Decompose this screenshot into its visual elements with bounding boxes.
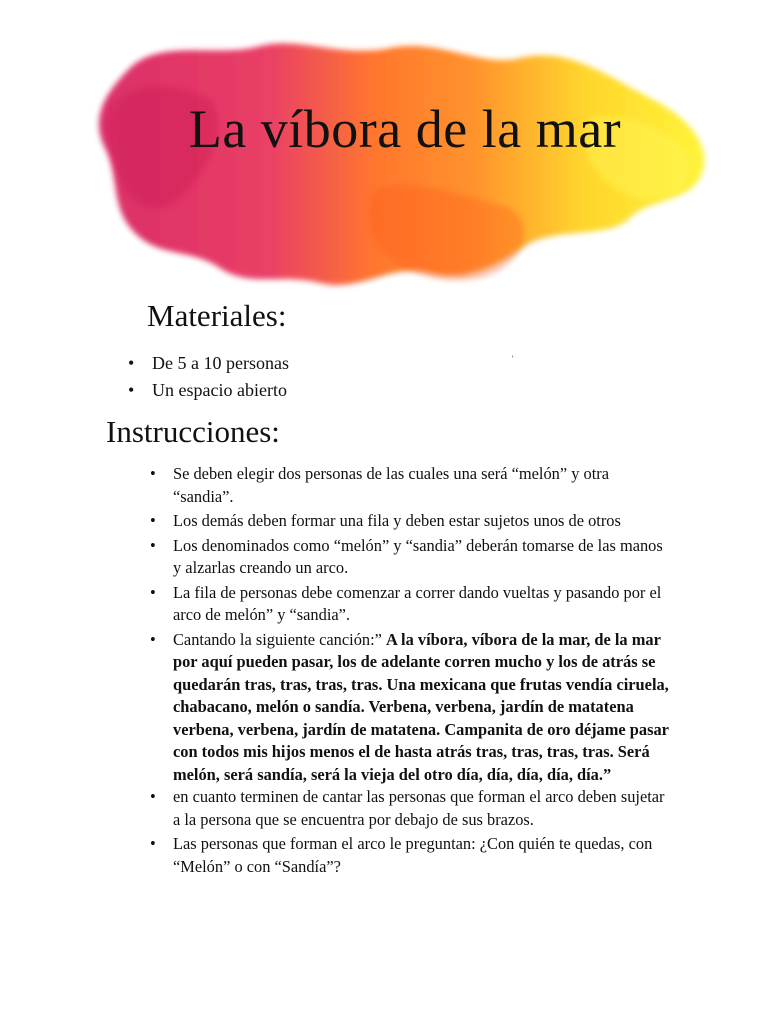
list-item-song [150, 629, 670, 787]
watercolor-splash-image [90, 28, 720, 318]
song-intro: Cantando la siguiente canción:” [173, 629, 387, 649]
list-item: • La fila de personas debe comenzar a correr dando vueltas y pasando por el arco de melón” y “sandia”. [150, 582, 670, 627]
stray-mark: ʼ [511, 354, 514, 364]
page-title: La víbora de la mar [188, 99, 622, 159]
list-item: • Los demás deben formar una fila y deben estar sujetos unos de otros [150, 510, 670, 533]
list-item: • De 5 a 10 personas [128, 350, 289, 377]
list-item: • Los denominados como “melón” y “sandia” deberán tomarse de las manos y alzarlas creando un arco. [150, 535, 670, 580]
materiales-heading: Materiales: [147, 298, 287, 333]
list-item: • Un espacio abierto [128, 377, 289, 404]
watercolor-banner [90, 28, 720, 318]
song-lyrics: A la víbora, víbora de la mar, de la mar por aquí pueden pasar, los de adelante corren mucho y los de atrás se quedarán tras, tras, tras, tras. Una mexicana que frutas vendía ciruela, chabacano, melón o sandía. Verbena, verbena, jardín de matatena verbena, verbena, jardín de matatena. Campanita de oro déjame pasar con todos mis hijos menos el de hasta atrás tras, tras, tras, tras. Será melón, será sandía, será la vieja del otro día, día, día, día, día.” [173, 629, 669, 784]
instrucciones-list [150, 463, 670, 878]
list-item: • en cuanto terminen de cantar las personas que forman el arco deben sujetar a la persona que se encuentra por debajo de sus brazos. [150, 786, 670, 831]
list-item: • Se deben elegir dos personas de las cuales una será “melón” y otra “sandia”. [150, 463, 670, 508]
instrucciones-heading: Instrucciones: [106, 414, 280, 449]
list-item: • Las personas que forman el arco le preguntan: ¿Con quién te quedas, con “Melón” o con “Sandía”? [150, 833, 670, 878]
materiales-list [128, 350, 289, 404]
